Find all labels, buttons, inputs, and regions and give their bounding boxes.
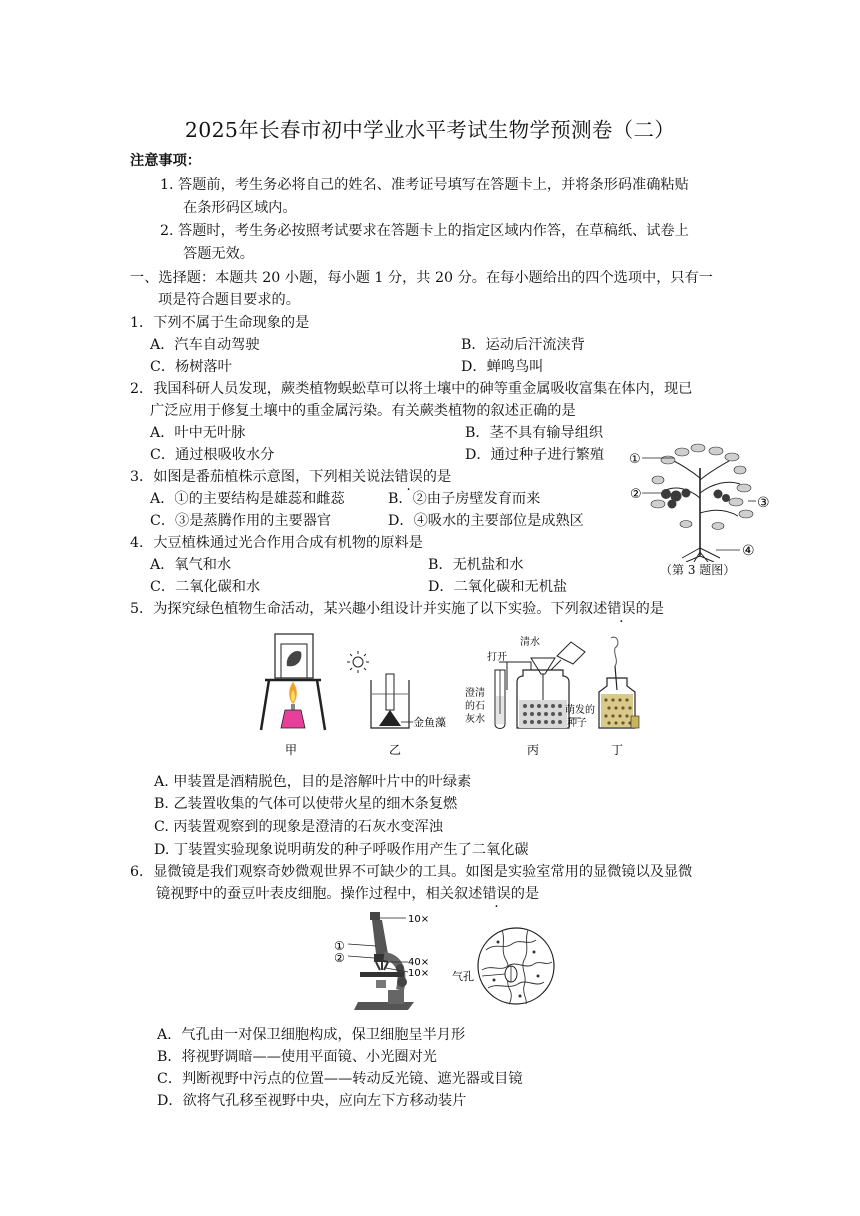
q3-stem-emphasis: 错误 xyxy=(394,469,423,485)
objective-magnification-10: 10× xyxy=(408,968,430,979)
q6-stem: 6．显微镜是我们观察奇妙微观世界不可缺少的工具。如图是实验室常用的显微镜以及显微 xyxy=(130,864,693,880)
label-ding: 丁 xyxy=(610,743,624,757)
label-bing: 丙 xyxy=(526,743,540,757)
q5-stem-emphasis: 错误 xyxy=(607,601,636,617)
q5-stem-pre: 5．为探究绿色植物生命活动，某兴趣小组设计并实施了以下实验。下列叙述 xyxy=(130,601,608,617)
q6-microscope-figure xyxy=(330,910,560,1016)
q6-option-a: A．气孔由一对保卫细胞构成，保卫细胞呈半月形 xyxy=(157,1027,466,1043)
q5-option-d: D. 丁装置实验现象说明萌发的种子呼吸作用产生了二氧化碳 xyxy=(154,842,529,858)
notice-item-1: 1. 答题前，考生务必将自己的姓名、准考证号填写在答题卡上，并将条形码准确粘贴 xyxy=(160,177,689,193)
q3-option-b: B．②由子房壁发育而来 xyxy=(388,491,541,507)
apparatus-jia xyxy=(261,634,325,730)
label-goldfish-weed: 金鱼藻 xyxy=(413,716,446,729)
field-of-view xyxy=(478,928,554,1004)
q4-stem: 4．大豆植株通过光合作用合成有机物的原料是 xyxy=(130,535,423,551)
notice-item-1-cont: 在条形码区域内。 xyxy=(183,200,297,216)
q6-option-d: D．欲将气孔移至视野中央，应向左下方移动装片 xyxy=(157,1093,467,1109)
objective-magnification-40: 40× xyxy=(408,957,430,968)
q5-stem xyxy=(130,599,664,619)
q5-option-b: B. 乙装置收集的气体可以使带火星的细木条复燃 xyxy=(154,796,458,812)
label-open: 打开 xyxy=(487,652,507,663)
section-header-cont: 项是符合题目要求的。 xyxy=(158,292,300,308)
q1-option-a: A．汽车自动驾驶 xyxy=(150,337,260,353)
q3-stem xyxy=(130,467,451,487)
notice-heading: 注意事项： xyxy=(130,153,201,169)
label-yi: 乙 xyxy=(388,743,402,757)
q3-option-c: C．③是蒸腾作用的主要器官 xyxy=(150,513,332,529)
label-jia: 甲 xyxy=(284,743,298,757)
label-limewater-2: 的石 xyxy=(465,701,485,712)
q1-option-d: D．蝉鸣鸟叫 xyxy=(461,359,544,375)
q3-stem-post: 的是 xyxy=(422,469,452,485)
q4-option-b: B．无机盐和水 xyxy=(428,557,524,573)
q1-option-b: B．运动后汗流浃背 xyxy=(461,337,585,353)
microscope-label-1: ① xyxy=(334,939,345,953)
q2-option-c: C．通过根吸收水分 xyxy=(150,447,275,463)
label-seeds-1: 萌发的 xyxy=(565,705,595,716)
tomato-plant-figure xyxy=(628,438,778,562)
q5-option-c: C. 丙装置观察到的现象是澄清的石灰水变浑浊 xyxy=(154,819,443,835)
apparatus-ding xyxy=(599,637,639,728)
q4-option-d: D．二氧化碳和无机盐 xyxy=(428,579,568,595)
q3-option-a: A．①的主要结构是雄蕊和雌蕊 xyxy=(150,491,345,507)
q2-option-d: D．通过种子进行繁殖 xyxy=(465,447,605,463)
q5-option-a: A. 甲装置是酒精脱色，目的是溶解叶片中的叶绿素 xyxy=(154,774,472,790)
stoma-label: 气孔 xyxy=(452,970,474,983)
q6-stem-pre: 镜视野中的蚕豆叶表皮细胞。操作过程中，相关叙述 xyxy=(156,886,483,902)
label-limewater-1: 澄清 xyxy=(465,688,485,699)
notice-item-2: 2. 答题时，考生务必按照考试要求在答题卡上的指定区域内作答，在草稿纸、试卷上 xyxy=(160,223,689,239)
label-limewater-3: 灰水 xyxy=(465,714,485,725)
notice-item-2-cont: 答题无效。 xyxy=(183,246,254,262)
q4-option-c: C．二氧化碳和水 xyxy=(150,579,261,595)
q3-stem-pre: 3．如图是番茄植株示意图，下列相关说法 xyxy=(130,469,395,485)
label-clear-water: 清水 xyxy=(520,637,540,648)
microscope-icon xyxy=(348,912,414,1010)
tomato-label-2: ② xyxy=(630,487,642,502)
q3-figure-caption: （第 3 题图） xyxy=(660,563,736,577)
q4-option-a: A．氧气和水 xyxy=(150,557,232,573)
tomato-label-1: ① xyxy=(629,452,641,467)
q6-option-b: B．将视野调暗——使用平面镜、小光圈对光 xyxy=(157,1049,437,1065)
q6-stem-post: 的是 xyxy=(510,886,540,902)
q2-option-b: B．茎不具有输导组织 xyxy=(465,425,604,441)
q1-option-c: C．杨树落叶 xyxy=(150,359,232,375)
q2-stem-cont: 广泛应用于修复土壤中的重金属污染。有关蕨类植物的叙述正确的是 xyxy=(150,403,576,419)
q6-stem-cont xyxy=(156,884,539,904)
q5-experiment-figure xyxy=(255,630,645,760)
q2-option-a: A．叶中无叶脉 xyxy=(150,425,246,441)
label-seeds-2: 种子 xyxy=(567,718,587,729)
microscope-label-2: ② xyxy=(334,951,345,965)
section-header: 一、选择题：本题共 20 小题，每小题 1 分，共 20 分。在每小题给出的四个选项中，只有一 xyxy=(130,270,713,286)
tomato-label-4: ④ xyxy=(742,543,755,559)
q3-option-d: D．④吸水的主要部位是成熟区 xyxy=(388,513,584,529)
q6-option-c: C．判断视野中污点的位置——转动反光镜、遮光器或目镜 xyxy=(157,1071,523,1087)
q5-stem-post: 的是 xyxy=(635,601,664,617)
eyepiece-magnification: 10× xyxy=(408,914,430,925)
q2-stem: 2．我国科研人员发现，蕨类植物蜈蚣草可以将土壤中的砷等重金属吸收富集在体内，现已 xyxy=(130,381,693,397)
apparatus-yi xyxy=(347,651,413,728)
q6-stem-emphasis: 错误 xyxy=(482,886,511,902)
page-title: 2025年长春市初中学业水平考试生物学预测卷（二） xyxy=(184,118,676,142)
q1-stem: 1．下列不属于生命现象的是 xyxy=(130,315,310,331)
tomato-label-3: ③ xyxy=(757,495,770,511)
